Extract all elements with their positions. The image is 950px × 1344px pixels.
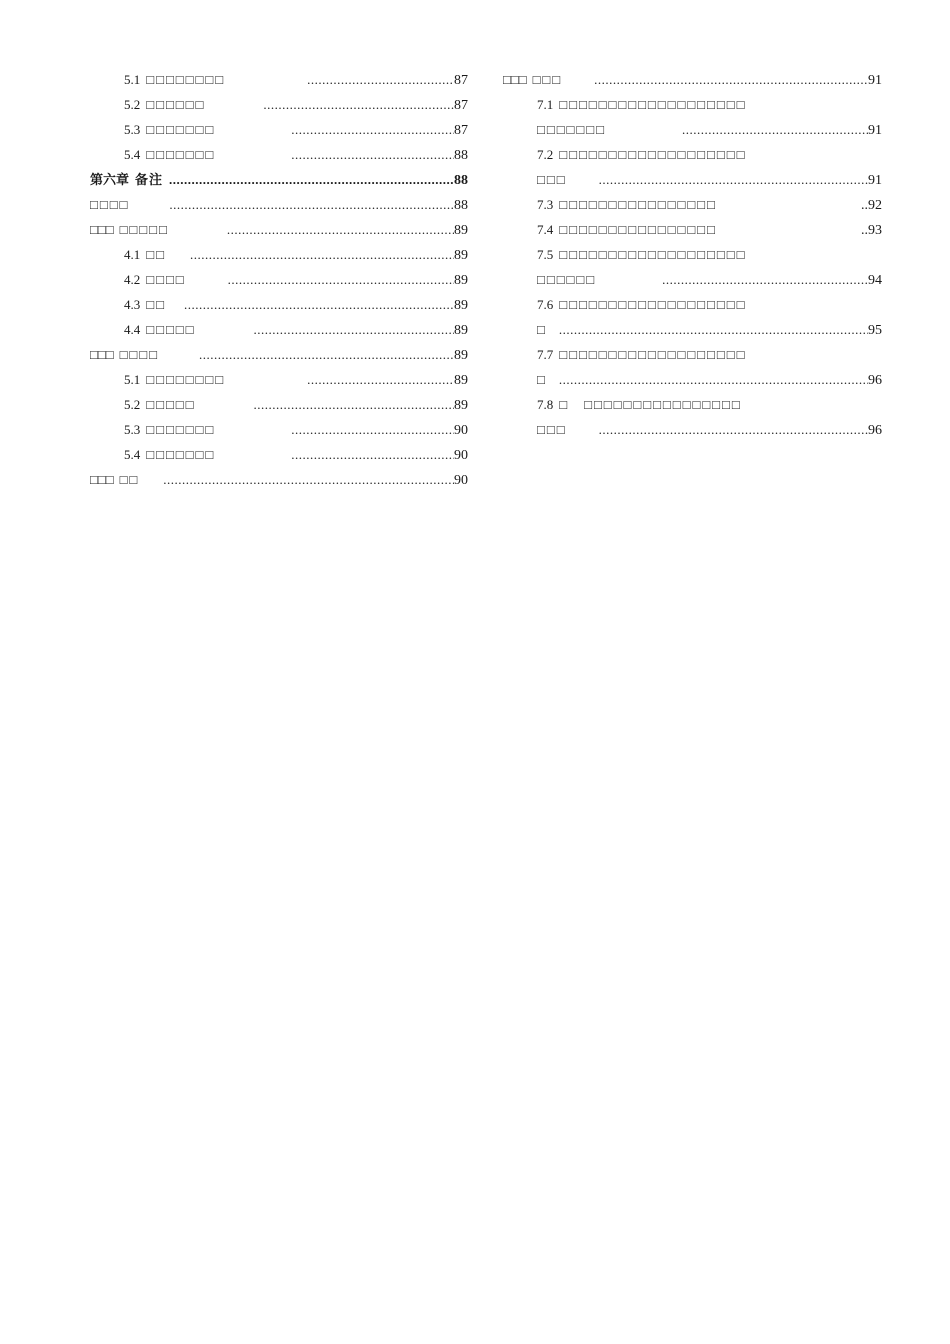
- toc-dot-leader: [599, 420, 868, 440]
- toc-entry-title: □□□□□: [146, 322, 196, 337]
- toc-entry-number: 7.8: [537, 397, 554, 412]
- toc-entry[interactable]: [503, 270, 882, 295]
- toc-entry-number: □□□: [90, 472, 114, 487]
- toc-entry[interactable]: [503, 370, 882, 395]
- toc-entry-number: 7.3: [537, 197, 554, 212]
- toc-dot-leader: [559, 320, 868, 340]
- toc-entry-number: 7.1: [537, 97, 554, 112]
- toc-entry-page-number: 88: [454, 198, 468, 213]
- toc-dot-leader: [227, 220, 454, 240]
- toc-entry-number: 4.4: [124, 322, 141, 337]
- toc-entry-number: 第六章: [90, 172, 130, 187]
- toc-entry-title: □□□□□□□□: [146, 72, 226, 87]
- toc-left-column: [90, 70, 468, 495]
- toc-dot-leader: [190, 245, 454, 265]
- toc-entry[interactable]: [90, 370, 468, 395]
- toc-dot-leader: [254, 395, 454, 415]
- toc-entry[interactable]: [90, 145, 468, 170]
- toc-entry[interactable]: [90, 245, 468, 270]
- toc-entry-title: □□□□□□□: [537, 122, 606, 137]
- toc-entry[interactable]: [503, 195, 882, 220]
- toc-dot-leader: [163, 470, 454, 490]
- toc-dot-leader: [169, 195, 454, 215]
- toc-entry-title: □□□□□□□□: [146, 372, 226, 387]
- toc-entry-title: □□□□□□: [537, 272, 597, 287]
- toc-entry[interactable]: [503, 145, 882, 170]
- toc-entry-title: □□□□□□□: [146, 147, 216, 162]
- toc-entry[interactable]: [90, 295, 468, 320]
- toc-entry-page-number: 90: [454, 448, 468, 463]
- toc-entry-number: 7.2: [537, 147, 554, 162]
- toc-entry[interactable]: [90, 345, 468, 370]
- toc-entry[interactable]: [503, 345, 882, 370]
- toc-dot-leader: [184, 295, 454, 315]
- toc-entry-number: 4.2: [124, 272, 141, 287]
- toc-entry-page-number: 94: [868, 273, 882, 288]
- toc-entry[interactable]: [503, 420, 882, 445]
- toc-entry[interactable]: [503, 120, 882, 145]
- toc-entry-title: 备注: [135, 172, 164, 187]
- toc-entry-page-number: 96: [868, 423, 882, 438]
- toc-entry-page-number: 91: [868, 123, 882, 138]
- toc-entry-title: □: [537, 322, 547, 337]
- toc-entry-number: 5.4: [124, 447, 141, 462]
- toc-entry-number: 5.1: [124, 72, 141, 87]
- toc-entry-number: 7.7: [537, 347, 554, 362]
- toc-entry[interactable]: [90, 120, 468, 145]
- toc-entry-number: 5.3: [124, 122, 141, 137]
- toc-entry-page-number: 89: [454, 223, 468, 238]
- toc-entry-page-number: 89: [454, 373, 468, 388]
- toc-dot-leader: [594, 70, 868, 90]
- toc-entry[interactable]: [503, 220, 882, 245]
- toc-entry-number: □□□: [90, 222, 114, 237]
- toc-entry-title: □□□□: [90, 197, 130, 212]
- toc-entry-page-number: 91: [868, 173, 882, 188]
- toc-entry-number: 4.3: [124, 297, 141, 312]
- toc-entry[interactable]: [90, 195, 468, 220]
- toc-dot-leader: [228, 270, 454, 290]
- toc-entry-title: □□□□□□: [146, 97, 206, 112]
- toc-dot-leader: [291, 145, 454, 165]
- toc-entry-title: □□□: [537, 172, 567, 187]
- toc-entry[interactable]: [90, 270, 468, 295]
- toc-entry-page-number: 90: [454, 473, 468, 488]
- toc-entry-title: □□□□: [119, 347, 159, 362]
- toc-entry-number: 4.1: [124, 247, 141, 262]
- toc-entry-page-number: 91: [868, 73, 882, 88]
- toc-entry-page-number: ..93: [861, 223, 882, 238]
- toc-entry-title: □□□□□□□: [146, 422, 216, 437]
- toc-entry-title: □□□□□□□□□□□□□□□□□□□: [559, 247, 747, 262]
- toc-entry[interactable]: [90, 95, 468, 120]
- toc-entry-title: □□□□□: [146, 397, 196, 412]
- toc-entry[interactable]: [503, 170, 882, 195]
- toc-entry-page-number: 87: [454, 98, 468, 113]
- toc-entry-title: □□: [146, 247, 166, 262]
- toc-entry-page-number: 89: [454, 273, 468, 288]
- toc-entry[interactable]: [503, 95, 882, 120]
- toc-entry[interactable]: [503, 395, 882, 420]
- toc-entry-page-number: 87: [454, 73, 468, 88]
- toc-entry-title: □□□□□: [119, 222, 169, 237]
- toc-entry[interactable]: [90, 220, 468, 245]
- toc-entry-page-number: 88: [454, 173, 468, 188]
- toc-entry[interactable]: [90, 420, 468, 445]
- toc-entry[interactable]: [90, 445, 468, 470]
- toc-entry-page-number: 90: [454, 423, 468, 438]
- toc-entry-title: □□: [146, 297, 166, 312]
- toc-entry-number: 7.5: [537, 247, 554, 262]
- toc-entry-title: □□□: [537, 422, 567, 437]
- toc-dot-leader: [169, 170, 454, 190]
- toc-entry-title: □□□□□□□□□□□□□□□□□□□: [559, 97, 747, 112]
- toc-entry[interactable]: [90, 170, 468, 195]
- toc-entry-title: □ □□□□□□□□□□□□□□□□: [559, 397, 742, 412]
- toc-dot-leader: [291, 120, 454, 140]
- toc-dot-leader: [291, 420, 454, 440]
- toc-dot-leader: [307, 370, 454, 390]
- toc-dot-leader: [599, 170, 868, 190]
- toc-entry[interactable]: [90, 320, 468, 345]
- toc-entry-number: 5.3: [124, 422, 141, 437]
- toc-entry[interactable]: [503, 320, 882, 345]
- toc-entry-number: 7.4: [537, 222, 554, 237]
- toc-dot-leader: [662, 270, 868, 290]
- toc-entry[interactable]: [503, 70, 882, 95]
- toc-entry-title: □□□□: [146, 272, 186, 287]
- toc-entry[interactable]: [90, 470, 468, 495]
- toc-entry-title: □□□□□□□: [146, 122, 216, 137]
- toc-entry[interactable]: [90, 395, 468, 420]
- toc-entry-page-number: 89: [454, 248, 468, 263]
- toc-entry-title: □□: [119, 472, 140, 487]
- toc-entry-page-number: 89: [454, 298, 468, 313]
- toc-entry-number: 7.6: [537, 297, 554, 312]
- toc-entry-page-number: 95: [868, 323, 882, 338]
- toc-entry[interactable]: [90, 70, 468, 95]
- toc-entry-number: □□□: [90, 347, 114, 362]
- toc-entry-title: □□□: [532, 72, 563, 87]
- toc-entry[interactable]: [503, 295, 882, 320]
- toc-dot-leader: [291, 445, 454, 465]
- toc-entry-title: □□□□□□□□□□□□□□□□□□□: [559, 347, 747, 362]
- toc-entry-number: 5.4: [124, 147, 141, 162]
- toc-dot-leader: [307, 70, 454, 90]
- toc-dot-leader: [682, 120, 868, 140]
- toc-entry-page-number: 88: [454, 148, 468, 163]
- toc-dot-leader: [263, 95, 454, 115]
- toc-entry-page-number: 89: [454, 348, 468, 363]
- toc-entry-number: 5.2: [124, 97, 141, 112]
- toc-entry-page-number: ..92: [861, 198, 882, 213]
- toc-entry-title: □□□□□□□: [146, 447, 216, 462]
- toc-entry-number: 5.2: [124, 397, 141, 412]
- toc-entry-title: □□□□□□□□□□□□□□□□: [559, 197, 717, 212]
- toc-entry-page-number: 89: [454, 398, 468, 413]
- toc-entry-number: 5.1: [124, 372, 141, 387]
- toc-entry-page-number: 89: [454, 323, 468, 338]
- toc-entry-title: □□□□□□□□□□□□□□□□: [559, 222, 717, 237]
- toc-entry-title: □: [537, 372, 547, 387]
- toc-right-column: [503, 70, 882, 445]
- toc-entry-page-number: 87: [454, 123, 468, 138]
- toc-entry-page-number: 96: [868, 373, 882, 388]
- toc-dot-leader: [559, 370, 868, 390]
- toc-dot-leader: [199, 345, 454, 365]
- toc-entry[interactable]: [503, 245, 882, 270]
- toc-entry-number: □□□: [503, 72, 527, 87]
- toc-dot-leader: [254, 320, 454, 340]
- toc-entry-title: □□□□□□□□□□□□□□□□□□□: [559, 147, 747, 162]
- toc-entry-title: □□□□□□□□□□□□□□□□□□□: [559, 297, 747, 312]
